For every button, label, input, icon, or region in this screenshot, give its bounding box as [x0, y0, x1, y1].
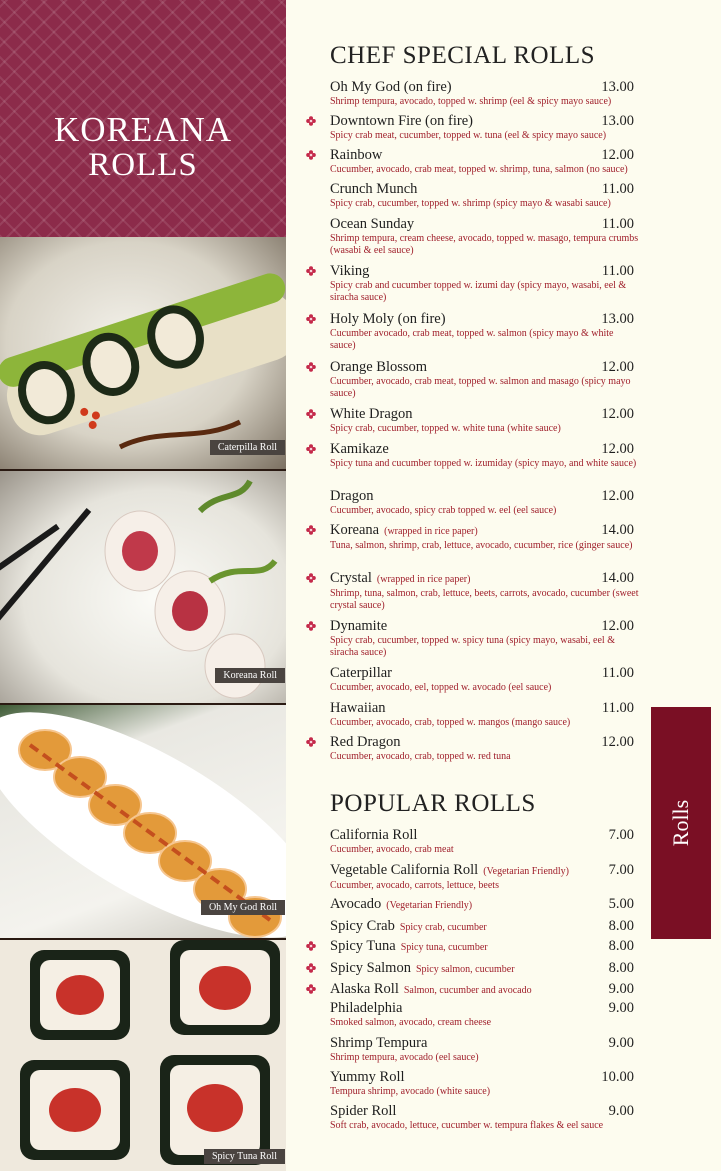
item-price: 12.00: [601, 147, 634, 163]
item-description: Spicy crab and cucumber topped w. izumi day (spicy mayo, wasabi, eel & siracha sauce): [330, 280, 627, 303]
item-price: 7.00: [608, 827, 634, 843]
item-price: 12.00: [601, 488, 634, 504]
item-description: Cucumber, avocado, spicy crab topped w. eel (eel sauce): [330, 505, 557, 516]
brand-title-line2: ROLLS: [88, 147, 198, 183]
item-price: 11.00: [601, 181, 634, 197]
menu-item: [330, 359, 640, 399]
brand-panel: [0, 0, 286, 237]
item-name: White Dragon: [330, 406, 413, 422]
item-note: (Vegetarian Friendly): [483, 866, 569, 877]
item-name: Spicy Tuna: [330, 938, 396, 954]
rolls-tab-label: Rolls: [668, 799, 693, 847]
spicy-flower-icon: [306, 150, 316, 160]
item-price: 7.00: [608, 862, 634, 878]
item-name: Rainbow: [330, 147, 383, 163]
spicy-flower-icon: [306, 525, 316, 535]
item-name: Oh My God (on fire): [330, 79, 452, 95]
menu-item: [330, 734, 640, 763]
item-name: Hawaiian: [330, 700, 386, 716]
item-name: Kamikaze: [330, 441, 389, 457]
item-name: Alaska Roll: [330, 981, 399, 997]
item-description: Shrimp tempura, cream cheese, avocado, topped w. masago, tempura crumbs (wasabi & eel sauce): [330, 233, 639, 256]
item-price: 12.00: [601, 359, 634, 375]
spicy-flower-icon: [306, 266, 316, 276]
item-price: 12.00: [601, 406, 634, 422]
item-description: Cucumber, avocado, crab, topped w. red tuna: [330, 751, 511, 762]
item-price: 11.00: [601, 263, 634, 279]
item-description: Spicy crab, cucumber, topped w. spicy tuna (spicy mayo, wasabi, eel & siracha sauce): [330, 635, 615, 658]
item-price: 11.00: [601, 216, 634, 232]
item-price: 13.00: [601, 113, 634, 129]
item-price: 8.00: [608, 938, 634, 954]
rolls-tab[interactable]: [651, 707, 711, 939]
item-name: Shrimp Tempura: [330, 1035, 428, 1051]
menu-item: [330, 938, 640, 956]
item-description: Shrimp, tuna, salmon, crab, lettuce, beets, carrots, avocado, cucumber (sweet crystal sauce): [330, 588, 639, 611]
item-name: Spider Roll: [330, 1103, 397, 1119]
photo-caption: Caterpilla Roll: [210, 440, 285, 455]
item-description: Cucumber, avocado, crab, topped w. mangos (mango sauce): [330, 717, 571, 728]
menu-item: [330, 918, 640, 936]
item-description: Spicy crab, cucumber, topped w. white tuna (white sauce): [330, 423, 561, 434]
spicy-flower-icon: [306, 621, 316, 631]
item-note: Spicy tuna, cucumber: [400, 942, 488, 953]
menu-item: [330, 1000, 640, 1029]
oh-my-god-roll-photo: [0, 705, 286, 938]
spicy-flower-icon: [306, 984, 316, 994]
item-name: Viking: [330, 263, 370, 279]
item-price: 11.00: [601, 700, 634, 716]
spicy-flower-icon: [306, 409, 316, 419]
item-name: Red Dragon: [330, 734, 401, 750]
item-name: California Roll: [330, 827, 418, 843]
spicy-flower-icon: [306, 314, 316, 324]
photo-column: [0, 0, 286, 1171]
item-price: 5.00: [608, 896, 634, 912]
item-description: Spicy crab meat, cucumber, topped w. tuna (eel & spicy mayo sauce): [330, 130, 607, 141]
item-price: 11.00: [601, 665, 634, 681]
spicy-flower-icon: [306, 362, 316, 372]
popular-rolls-title: POPULAR ROLLS: [330, 790, 536, 817]
item-description: Cucumber, avocado, crab meat, topped w. salmon and masago (spicy mayo sauce): [330, 376, 631, 399]
spicy-flower-icon: [306, 116, 316, 126]
brand-title-line1: KOREANA: [53, 110, 233, 149]
menu-item: [330, 263, 640, 303]
item-description: Spicy crab, cucumber, topped w. shrimp (spicy mayo & wasabi sauce): [330, 198, 611, 209]
item-price: 14.00: [601, 522, 634, 538]
spicy-tuna-roll-image: [0, 940, 286, 1171]
item-description: Cucumber, avocado, carrots, lettuce, beets: [330, 880, 499, 891]
menu-item: [330, 1069, 640, 1098]
menu-item: [330, 700, 640, 729]
menu-item: [330, 665, 640, 694]
koreana-roll-photo: [0, 471, 286, 703]
item-name: Crunch Munch: [330, 181, 418, 197]
item-name: Koreana: [330, 522, 380, 538]
item-price: 9.00: [608, 1035, 634, 1051]
menu-column: [286, 0, 721, 1171]
menu-item: [330, 522, 640, 552]
menu-item: [330, 618, 640, 658]
item-description: Spicy tuna and cucumber topped w. izumiday (spicy mayo, and white sauce): [330, 458, 637, 469]
menu-item: [330, 488, 640, 517]
item-name: Downtown Fire (on fire): [330, 113, 473, 129]
menu-item: [330, 113, 640, 142]
item-price: 9.00: [608, 1103, 634, 1119]
item-name: Spicy Salmon: [330, 960, 411, 976]
item-note: Spicy crab, cucumber: [399, 922, 487, 933]
item-price: 14.00: [601, 570, 634, 586]
item-description: Shrimp tempura, avocado (eel sauce): [330, 1052, 479, 1063]
menu-item: [330, 1035, 640, 1064]
item-name: Dragon: [330, 488, 374, 504]
item-price: 12.00: [601, 441, 634, 457]
item-name: Avocado: [330, 896, 382, 912]
spicy-flower-icon: [306, 573, 316, 583]
item-price: 8.00: [608, 918, 634, 934]
item-note: Spicy salmon, cucumber: [415, 964, 515, 975]
item-description: Shrimp tempura, avocado, topped w. shrimp (eel & spicy mayo sauce): [330, 96, 612, 107]
menu-item: [330, 216, 640, 256]
item-name: Spicy Crab: [330, 918, 395, 934]
item-name: Dynamite: [330, 618, 388, 634]
menu-item: [330, 1103, 640, 1132]
chef-special-title: CHEF SPECIAL ROLLS: [330, 42, 596, 69]
item-price: 10.00: [601, 1069, 634, 1085]
item-description: Tempura shrimp, avocado (white sauce): [330, 1086, 491, 1097]
item-description: Cucumber avocado, crab meat, topped w. salmon (spicy mayo & white sauce): [330, 328, 614, 351]
item-note: (Vegetarian Friendly): [386, 900, 473, 911]
item-price: 12.00: [601, 618, 634, 634]
menu-item: [330, 570, 640, 611]
spicy-flower-icon: [306, 737, 316, 747]
menu-item: [330, 441, 640, 470]
item-price: 9.00: [608, 981, 634, 997]
item-description: Cucumber, avocado, crab meat, topped w. shrimp, tuna, salmon (no sauce): [330, 164, 628, 175]
menu-item: [330, 79, 640, 108]
photo-caption: Oh My God Roll: [201, 900, 285, 915]
item-price: 13.00: [601, 79, 634, 95]
menu-item: [330, 862, 640, 892]
menu-item: [330, 896, 640, 914]
item-description: Smoked salmon, avocado, cream cheese: [330, 1017, 492, 1028]
item-description: Cucumber, avocado, eel, topped w. avocado (eel sauce): [330, 682, 552, 693]
item-price: 13.00: [601, 311, 634, 327]
caterpillar-roll-photo: [0, 237, 286, 469]
menu-item: [330, 981, 640, 999]
item-name: Crystal: [330, 570, 372, 586]
item-note: (wrapped in rice paper): [376, 574, 471, 585]
menu-item: [330, 406, 640, 435]
item-name: Vegetable California Roll: [330, 862, 479, 878]
item-name: Ocean Sunday: [330, 216, 415, 232]
item-name: Orange Blossom: [330, 359, 428, 375]
spicy-tuna-roll-photo: [0, 940, 286, 1171]
photo-caption: Spicy Tuna Roll: [204, 1149, 285, 1164]
menu-item: [330, 827, 640, 856]
item-description: Soft crab, avocado, lettuce, cucumber w. tempura flakes & eel sauce: [330, 1120, 604, 1131]
item-price: 9.00: [608, 1000, 634, 1016]
item-note: (wrapped in rice paper): [384, 526, 478, 537]
menu-item: [330, 181, 640, 210]
item-note: Salmon, cucumber and avocado: [403, 985, 532, 996]
spicy-flower-icon: [306, 444, 316, 454]
spicy-flower-icon: [306, 963, 316, 973]
item-price: 12.00: [601, 734, 634, 750]
caterpillar-roll-image: [0, 237, 286, 469]
item-name: Holy Moly (on fire): [330, 311, 446, 327]
menu-item: [330, 147, 640, 176]
item-description: Tuna, salmon, shrimp, crab, lettuce, avocado, cucumber, rice (ginger sauce): [330, 540, 633, 551]
menu-item: [330, 311, 640, 351]
menu-item: [330, 960, 640, 978]
photo-caption: Koreana Roll: [215, 668, 285, 683]
item-price: 8.00: [608, 960, 634, 976]
item-name: Caterpillar: [330, 665, 393, 681]
item-name: Yummy Roll: [330, 1069, 405, 1085]
item-name: Philadelphia: [330, 1000, 403, 1016]
item-description: Cucumber, avocado, crab meat: [330, 844, 454, 855]
spicy-flower-icon: [306, 941, 316, 951]
